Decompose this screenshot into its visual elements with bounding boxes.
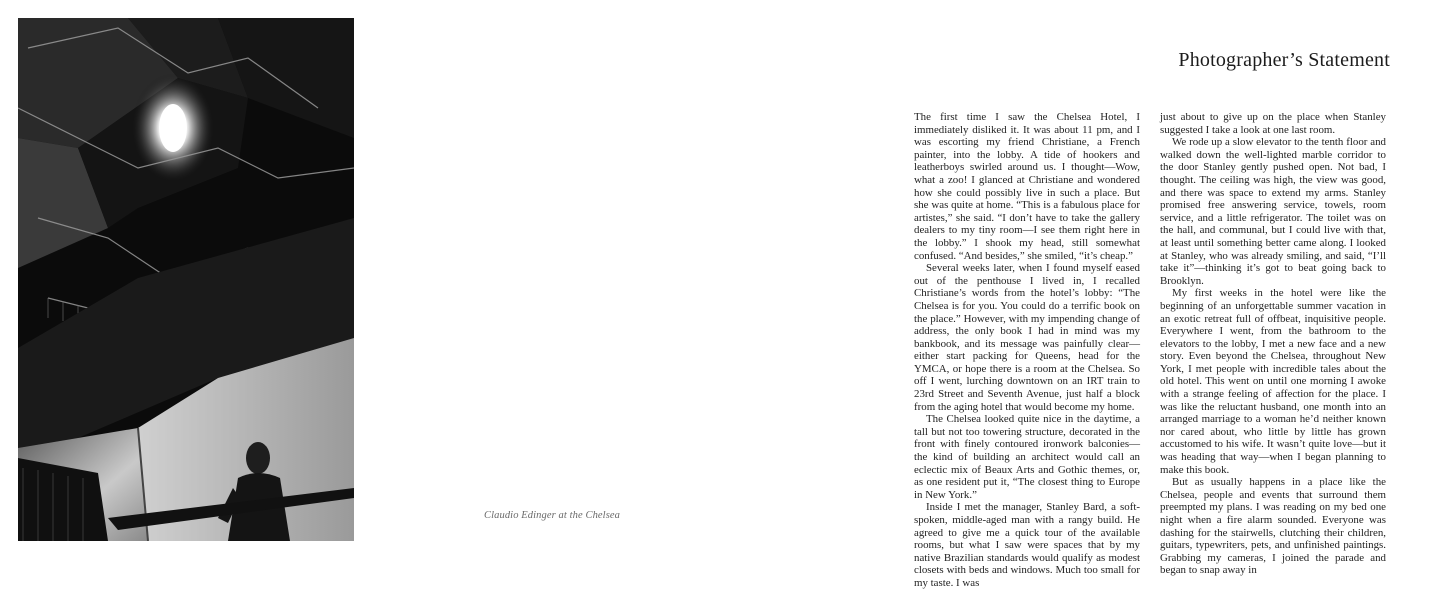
photo-caption: Claudio Edinger at the Chelsea [484,510,620,521]
text-column-left [914,111,1140,590]
paragraph: We rode up a slow elevator to the tenth floor and walked down the well-lighted marble corridor to the door Stanley gently pushed open. Not bad, I thought. The ceiling was high, the view was good, and there was space to extend my arms. Stanley promised free answering service, towels, room service, and a little refrigerator. The toilet was on the hall, and communal, but I could live with that, at least until something better came along. I looked at Stanley, who was already smiling, and said, “I’ll take it”—thinking it’s got to beat going back to Brooklyn. [1160,136,1386,287]
paragraph: just about to give up on the place when Stanley suggested I take a look at one last room. [1160,111,1386,136]
paragraph: Several weeks later, when I found myself eased out of the penthouse I lived in, I recalled Christiane’s words from the hotel’s lobby: “The Chelsea is for you. You could do a terrific book on the place.” However, with my impending change of address, the only book I had in mind was my bankbook, and its message was painfully clear—either start packing for Queens, head for the YMCA, or hope there is a room at the Chelsea. So off I went, lurching downtown on an IRT train to 23rd Street and Seventh Avenue, just half a block from the aging hotel that would become my home. [914,262,1140,413]
paragraph: But as usually happens in a place like the Chelsea, people and events that surround them preempted my plans. I was reading on my bed one night when a fire alarm sounded. Everyone was dashing for the stairwells, clutching their children, guitars, typewriters, pets, and unfinished paintings. Grabbing my cameras, I joined the parade and began to snap away in [1160,476,1386,577]
paragraph: The first time I saw the Chelsea Hotel, I immediately disliked it. It was about 11 pm, and I was escorting my friend Christiane, a French painter, into the lobby. A tide of hookers and leatherboys swirled around us. I thought—Wow, what a zoo! I glanced at Christiane and wondered how she could possibly live in such a place. But she was quite at home. “This is a fabulous place for artistes,” she said. “I don’t have to take the gallery dealers to my tiny room—I see them right here in the lobby.” I shook my head, still somewhat confused. “And besides,” she smiled, “it’s cheap.” [914,111,1140,262]
page-title: Photographer’s Statement [1178,49,1390,71]
stairwell-photograph [18,18,354,541]
paragraph: My first weeks in the hotel were like the beginning of an unforgettable summer vacation in an exotic retreat full of offbeat, inquisitive people. Everywhere I went, from the bathroom to the elevators to the lobby, I met a new face and a new story. Even beyond the Chelsea, throughout New York, I met people with incredible tales about the old hotel. This went on until one morning I awoke with a strange feeling of affection for the place. I was like the reluctant husband, one month into an arranged marriage to a woman he’d neither known nor cared about, who little by little has grown accustomed to his wife. It wasn’t quite love—but it was heading that way—when I began planning to make this book. [1160,287,1386,476]
paragraph: Inside I met the manager, Stanley Bard, a soft-spoken, middle-aged man with a rangy build. He agreed to give me a quick tour of the available rooms, but what I saw were spaces that by my native Brazilian standards would qualify as modest closets with beds and windows. Much too small for my taste. I was [914,501,1140,589]
stairwell-photo-illustration [18,18,354,541]
paragraph: The Chelsea looked quite nice in the daytime, a tall but not too towering structure, decorated in the front with finely contoured ironwork balconies—the kind of building an architect would call an eclectic mix of Beaux Arts and Gothic themes, or, as one resident put it, “The closest thing to Europe in New York.” [914,413,1140,501]
text-column-right [1160,111,1386,577]
